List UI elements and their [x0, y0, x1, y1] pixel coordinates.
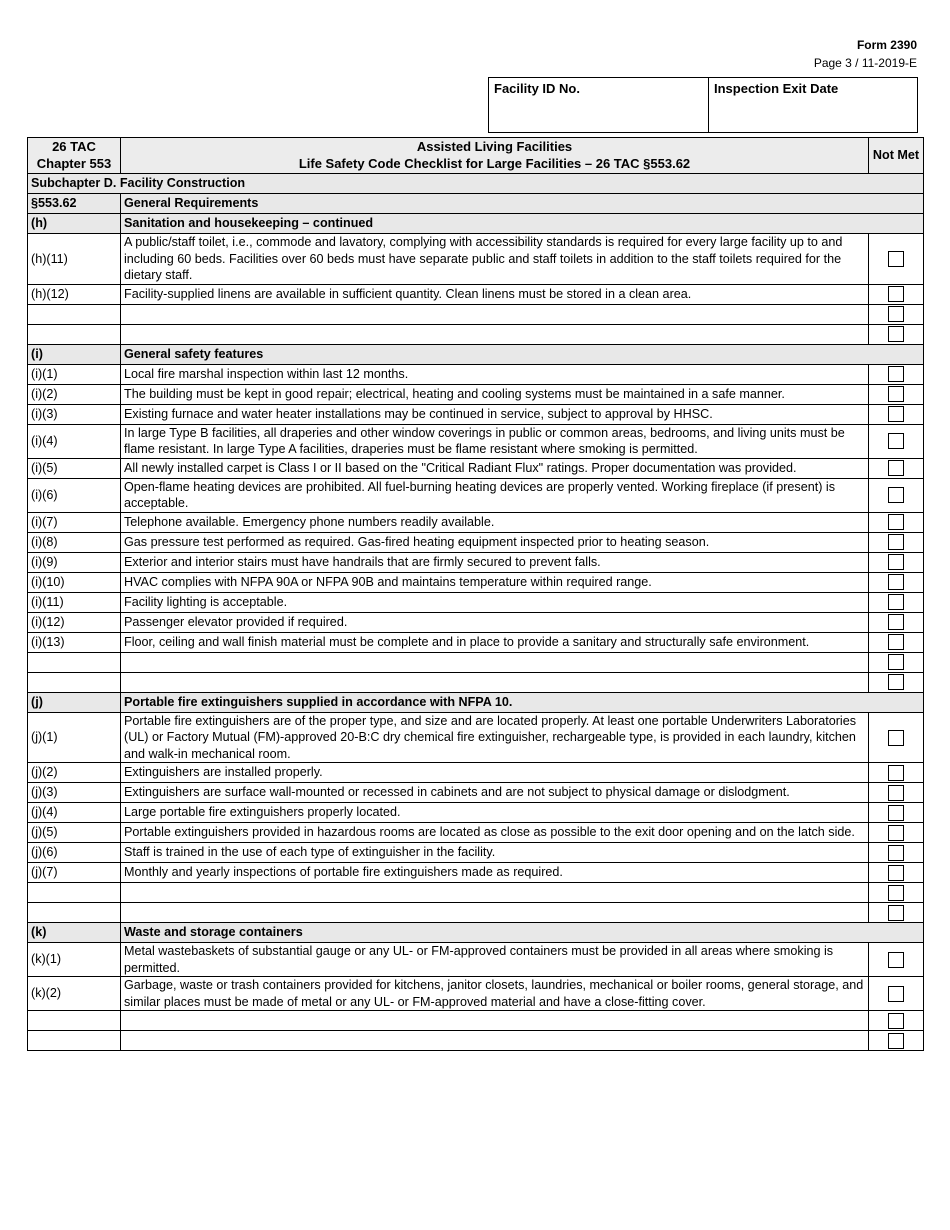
blank-text-cell [121, 304, 869, 324]
general-requirements-row [28, 194, 924, 214]
not-met-checkbox[interactable] [888, 765, 904, 781]
section-header-row [28, 344, 924, 364]
item-text: All newly installed carpet is Class I or II based on the "Critical Radiant Flux" ratings. Proper documentation was provided. [121, 458, 869, 478]
checklist-row [28, 612, 924, 632]
not-met-cell [869, 863, 924, 883]
checklist-row [28, 458, 924, 478]
item-ref: (j)(2) [28, 763, 121, 783]
item-ref: (i)(13) [28, 632, 121, 652]
not-met-cell [869, 1031, 924, 1051]
not-met-cell [869, 672, 924, 692]
not-met-cell [869, 234, 924, 285]
not-met-cell [869, 612, 924, 632]
item-text: Large portable fire extinguishers properly located. [121, 803, 869, 823]
item-ref: (k)(1) [28, 943, 121, 977]
facility-id-field[interactable]: Facility ID No. [489, 78, 709, 132]
item-text: Staff is trained in the use of each type of extinguisher in the facility. [121, 843, 869, 863]
not-met-cell [869, 843, 924, 863]
not-met-checkbox[interactable] [888, 433, 904, 449]
not-met-checkbox[interactable] [888, 306, 904, 322]
blank-ref-cell [28, 883, 121, 903]
blank-ref-cell [28, 1011, 121, 1031]
not-met-checkbox[interactable] [888, 406, 904, 422]
item-ref: (j)(3) [28, 783, 121, 803]
checklist-row [28, 424, 924, 458]
inspection-exit-date-field[interactable]: Inspection Exit Date [714, 81, 839, 96]
blank-ref-cell [28, 324, 121, 344]
checklist-row [28, 512, 924, 532]
section-ref: (j) [28, 692, 121, 712]
item-ref: (h)(11) [28, 234, 121, 285]
not-met-checkbox[interactable] [888, 614, 904, 630]
subchapter-title: Subchapter D. Facility Construction [28, 174, 924, 194]
item-text: Passenger elevator provided if required. [121, 612, 869, 632]
not-met-checkbox[interactable] [888, 845, 904, 861]
checklist-row [28, 977, 924, 1011]
chapter-line1: 26 TAC [52, 139, 96, 154]
checklist-row [28, 552, 924, 572]
item-ref: (j)(5) [28, 823, 121, 843]
not-met-cell [869, 364, 924, 384]
item-text: Portable extinguishers provided in hazardous rooms are located as close as possible to the exit door opening and on the latch side. [121, 823, 869, 843]
item-ref: (i)(8) [28, 532, 121, 552]
not-met-checkbox[interactable] [888, 366, 904, 382]
not-met-cell [869, 424, 924, 458]
page-number: Page 3 / 11-2019-E [813, 56, 917, 70]
general-ref: §553.62 [28, 194, 121, 214]
checklist-row [28, 478, 924, 512]
item-ref: (i)(1) [28, 364, 121, 384]
title-line1: Assisted Living Facilities [416, 139, 573, 154]
not-met-checkbox[interactable] [888, 905, 904, 921]
not-met-cell [869, 943, 924, 977]
not-met-checkbox[interactable] [888, 674, 904, 690]
not-met-cell [869, 712, 924, 763]
blank-text-cell [121, 883, 869, 903]
not-met-cell [869, 652, 924, 672]
blank-text-cell [121, 1031, 869, 1051]
not-met-cell [869, 458, 924, 478]
not-met-checkbox[interactable] [888, 1033, 904, 1049]
item-text: Gas pressure test performed as required. Gas-fired heating equipment inspected prior to heating season. [121, 532, 869, 552]
section-header-row [28, 923, 924, 943]
item-text: Open-flame heating devices are prohibited. All fuel-burning heating devices are properly vented. Working fireplace (if present) is acceptable. [121, 478, 869, 512]
not-met-cell [869, 1011, 924, 1031]
blank-ref-cell [28, 903, 121, 923]
not-met-checkbox[interactable] [888, 286, 904, 302]
item-ref: (i)(5) [28, 458, 121, 478]
blank-row [28, 304, 924, 324]
blank-row [28, 324, 924, 344]
item-text: Metal wastebaskets of substantial gauge or any UL- or FM-approved containers must be provided in all areas where smoking is permitted. [121, 943, 869, 977]
not-met-checkbox[interactable] [888, 952, 904, 968]
not-met-cell [869, 304, 924, 324]
not-met-checkbox[interactable] [888, 865, 904, 881]
not-met-cell [869, 903, 924, 923]
item-text: Exterior and interior stairs must have handrails that are firmly secured to prevent falls. [121, 552, 869, 572]
checklist-row [28, 712, 924, 763]
item-ref: (i)(7) [28, 512, 121, 532]
chapter-header [28, 138, 121, 174]
blank-text-cell [121, 324, 869, 344]
not-met-checkbox[interactable] [888, 487, 904, 503]
form-number: Form 2390 [856, 38, 917, 52]
blank-row [28, 652, 924, 672]
item-text: Existing furnace and water heater installations may be continued in service, subject to approval by HHSC. [121, 404, 869, 424]
item-ref: (j)(7) [28, 863, 121, 883]
item-ref: (j)(6) [28, 843, 121, 863]
blank-ref-cell [28, 672, 121, 692]
not-met-checkbox[interactable] [888, 594, 904, 610]
blank-text-cell [121, 903, 869, 923]
item-ref: (j)(4) [28, 803, 121, 823]
checklist-row [28, 384, 924, 404]
item-text: In large Type B facilities, all draperies and other window coverings in public or common areas, bedrooms, and living units must be flame resistant. In large Type A facilities, draperies must be flame resistant where smoking is permitted. [121, 424, 869, 458]
item-text: Local fire marshal inspection within last 12 months. [121, 364, 869, 384]
item-ref: (k)(2) [28, 977, 121, 1011]
not-met-cell [869, 384, 924, 404]
not-met-checkbox[interactable] [888, 654, 904, 670]
subchapter-row [28, 174, 924, 194]
not-met-checkbox[interactable] [888, 634, 904, 650]
item-ref: (i)(2) [28, 384, 121, 404]
blank-text-cell [121, 1011, 869, 1031]
not-met-checkbox[interactable] [888, 326, 904, 342]
not-met-checkbox[interactable] [888, 730, 904, 746]
item-ref: (i)(6) [28, 478, 121, 512]
item-ref: (i)(3) [28, 404, 121, 424]
blank-ref-cell [28, 1031, 121, 1051]
item-text: Monthly and yearly inspections of portable fire extinguishers made as required. [121, 863, 869, 883]
not-met-cell [869, 783, 924, 803]
not-met-checkbox[interactable] [888, 514, 904, 530]
item-ref: (i)(11) [28, 592, 121, 612]
blank-ref-cell [28, 652, 121, 672]
checklist-row [28, 823, 924, 843]
item-ref: (j)(1) [28, 712, 121, 763]
checklist-row [28, 943, 924, 977]
item-text: HVAC complies with NFPA 90A or NFPA 90B and maintains temperature within required range. [121, 572, 869, 592]
checklist-row [28, 783, 924, 803]
not-met-cell [869, 763, 924, 783]
section-title: General safety features [121, 344, 924, 364]
not-met-checkbox[interactable] [888, 460, 904, 476]
checklist-row [28, 572, 924, 592]
checklist-row [28, 532, 924, 552]
item-ref: (i)(12) [28, 612, 121, 632]
section-header-row [28, 214, 924, 234]
checklist-row [28, 404, 924, 424]
section-title: Sanitation and housekeeping – continued [121, 214, 924, 234]
not-met-cell [869, 632, 924, 652]
blank-ref-cell [28, 304, 121, 324]
not-met-cell [869, 404, 924, 424]
blank-text-cell [121, 672, 869, 692]
not-met-checkbox[interactable] [888, 554, 904, 570]
checklist-row [28, 763, 924, 783]
not-met-checkbox[interactable] [888, 574, 904, 590]
title-header [121, 138, 869, 174]
not-met-checkbox[interactable] [888, 251, 904, 267]
checklist-row [28, 284, 924, 304]
general-title: General Requirements [121, 194, 924, 214]
checklist-row [28, 863, 924, 883]
checklist-row [28, 843, 924, 863]
chapter-line2: Chapter 553 [36, 155, 112, 171]
checklist-row [28, 803, 924, 823]
blank-row [28, 1011, 924, 1031]
section-ref: (h) [28, 214, 121, 234]
section-title: Waste and storage containers [121, 923, 924, 943]
not-met-cell [869, 883, 924, 903]
blank-row [28, 672, 924, 692]
item-text: The building must be kept in good repair; electrical, heating and cooling systems must be maintained in a safe manner. [121, 384, 869, 404]
item-text: Extinguishers are installed properly. [121, 763, 869, 783]
not-met-cell [869, 512, 924, 532]
item-text: A public/staff toilet, i.e., commode and lavatory, complying with accessibility standards is required for every large facility up to and including 60 beds. Facilities over 60 beds must have separate public and staff toilets in addition to the staff toilets required for the dietary staff. [121, 234, 869, 285]
item-text: Portable fire extinguishers are of the proper type, and size and are located properly. At least one portable Underwriters Laboratories (UL) or Factory Mutual (FM)-approved 20-B:C dry chemical fire extinguisher, rechargeable type, is provided in each laundry, kitchen and walk-in mechanical room. [121, 712, 869, 763]
blank-row [28, 903, 924, 923]
not-met-header: Not Met [869, 138, 924, 174]
not-met-cell [869, 532, 924, 552]
section-ref: (k) [28, 923, 121, 943]
checklist-row [28, 592, 924, 612]
blank-row [28, 883, 924, 903]
section-ref: (i) [28, 344, 121, 364]
item-text: Garbage, waste or trash containers provided for kitchens, janitor closets, laundries, mechanical or boiler rooms, general storage, and similar places must be made of metal or any UL- or FM-approved material and have a close-fitting cover. [121, 977, 869, 1011]
item-ref: (i)(9) [28, 552, 121, 572]
not-met-cell [869, 977, 924, 1011]
table-header [28, 138, 924, 174]
item-ref: (h)(12) [28, 284, 121, 304]
not-met-checkbox[interactable] [888, 534, 904, 550]
not-met-checkbox[interactable] [888, 805, 904, 821]
not-met-checkbox[interactable] [888, 885, 904, 901]
checklist-row [28, 234, 924, 285]
section-header-row [28, 692, 924, 712]
item-text: Telephone available. Emergency phone numbers readily available. [121, 512, 869, 532]
not-met-cell [869, 478, 924, 512]
not-met-cell [869, 823, 924, 843]
not-met-checkbox[interactable] [888, 386, 904, 402]
not-met-cell [869, 592, 924, 612]
not-met-cell [869, 324, 924, 344]
not-met-checkbox[interactable] [888, 785, 904, 801]
blank-text-cell [121, 652, 869, 672]
section-title: Portable fire extinguishers supplied in accordance with NFPA 10. [121, 692, 924, 712]
title-line2: Life Safety Code Checklist for Large Facilities – 26 TAC §553.62 [298, 155, 691, 171]
not-met-cell [869, 552, 924, 572]
id-box [488, 77, 918, 133]
not-met-cell [869, 803, 924, 823]
item-text: Extinguishers are surface wall-mounted or recessed in cabinets and are not subject to physical damage or dislodgment. [121, 783, 869, 803]
checklist-table [27, 137, 924, 1051]
not-met-checkbox[interactable] [888, 825, 904, 841]
checklist-row [28, 632, 924, 652]
checklist-row [28, 364, 924, 384]
not-met-cell [869, 284, 924, 304]
not-met-cell [869, 572, 924, 592]
item-ref: (i)(4) [28, 424, 121, 458]
blank-row [28, 1031, 924, 1051]
item-text: Facility-supplied linens are available in sufficient quantity. Clean linens must be stored in a clean area. [121, 284, 869, 304]
item-text: Floor, ceiling and wall finish material must be complete and in place to provide a sanitary and structurally safe environment. [121, 632, 869, 652]
not-met-checkbox[interactable] [888, 986, 904, 1002]
item-ref: (i)(10) [28, 572, 121, 592]
item-text: Facility lighting is acceptable. [121, 592, 869, 612]
not-met-checkbox[interactable] [888, 1013, 904, 1029]
